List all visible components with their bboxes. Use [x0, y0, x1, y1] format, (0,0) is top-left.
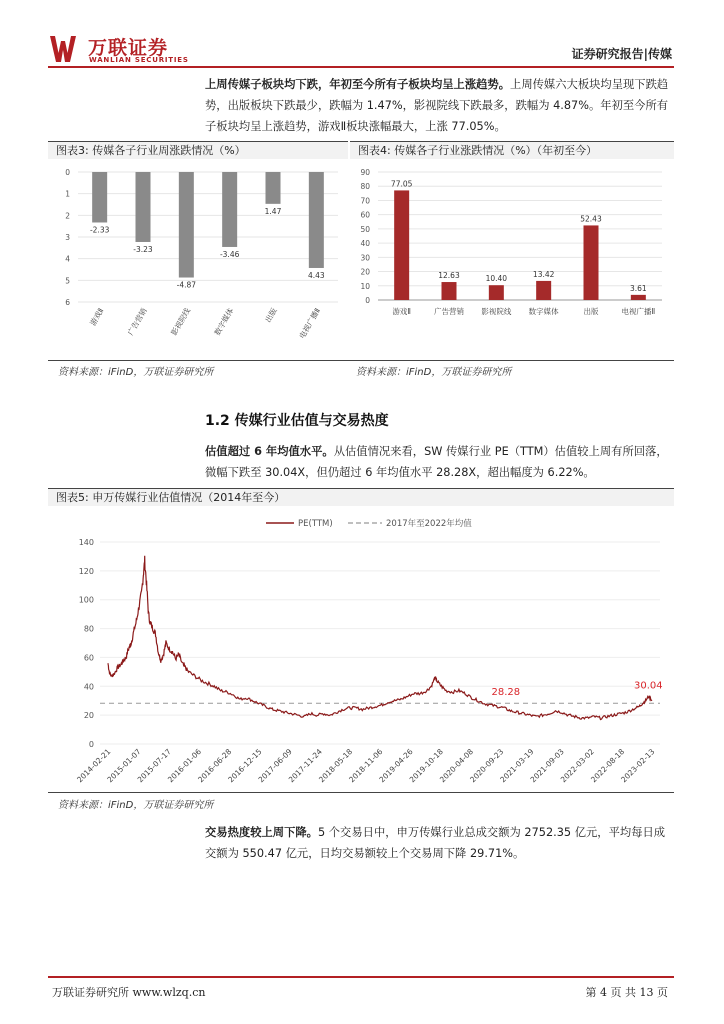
x-tick-label: 2018-05-18	[317, 747, 355, 785]
latest-value-label: 30.04	[634, 680, 663, 692]
y-tick-label: 0	[365, 296, 370, 305]
data-label: -4.87	[176, 280, 197, 290]
x-tick-label: 2019-04-26	[377, 747, 415, 785]
data-label: -3.23	[133, 244, 153, 254]
data-label: 4.43	[307, 270, 325, 280]
y-tick-label: 70	[360, 196, 370, 206]
y-tick-label: 50	[360, 224, 370, 234]
y-tick-label: 10	[360, 281, 370, 291]
data-label: 10.40	[485, 274, 508, 284]
bar	[536, 281, 551, 300]
x-tick-label: 2015-01-07	[105, 747, 143, 785]
x-tick-label: 数字媒体	[528, 307, 559, 316]
weekly-change-bar-chart	[48, 160, 348, 360]
figure3-title: 图表3: 传媒各子行业周涨跌情况（%）	[48, 141, 348, 159]
legend-avg-label: 2017年至2022年均值	[386, 519, 472, 529]
bar	[222, 172, 237, 247]
figure5-title: 图表5: 申万传媒行业估值情况（2014年至今）	[48, 488, 674, 506]
y-tick-label: 40	[360, 239, 370, 249]
bar	[92, 172, 107, 222]
figure3-source: 资料来源：iFinD，万联证券研究所	[58, 367, 214, 378]
mean-value-label: 28.28	[491, 687, 521, 699]
data-label: 13.42	[532, 269, 555, 279]
y-tick-label: 40	[83, 682, 94, 692]
trade-body: 5 个交易日中，申万传媒行业总成交额为 2752.35 亿元，平均每日成交额为 550.47 亿元，日均交易额较上个交易周下降 29.71%。	[205, 826, 666, 860]
pe-series-line	[108, 556, 652, 720]
figure4-title: 图表4: 传媒各子行业涨跌情况（%）（年初至今）	[350, 141, 674, 159]
x-tick-label: 2022-08-18	[589, 747, 627, 785]
x-tick-label: 影视院线	[481, 307, 512, 316]
x-tick-label: 影视院线	[169, 306, 193, 337]
y-tick-label: 90	[360, 168, 370, 177]
x-tick-label: 2020-04-08	[437, 747, 476, 785]
brand-logo-icon	[48, 34, 78, 64]
bar	[631, 295, 646, 300]
data-label: 3.61	[629, 283, 647, 293]
y-tick-label: 1	[65, 189, 70, 199]
section-title: 1.2 传媒行业估值与交易热度	[205, 413, 389, 429]
x-tick-label: 游戏Ⅱ	[88, 306, 106, 328]
x-tick-label: 2021-09-03	[528, 747, 566, 785]
data-label: 52.43	[580, 214, 602, 224]
y-tick-label: 5	[65, 276, 70, 286]
y-tick-label: 0	[88, 740, 94, 749]
x-tick-label: 2017-06-09	[256, 747, 294, 785]
y-tick-label: 80	[360, 182, 370, 192]
bar	[179, 172, 194, 278]
y-tick-label: 120	[78, 566, 94, 576]
footer-divider	[48, 976, 674, 978]
intro-paragraph	[205, 74, 673, 137]
x-tick-label: 2023-02-13	[619, 747, 657, 785]
y-tick-label: 140	[78, 538, 94, 547]
bar	[489, 285, 504, 300]
y-tick-label: 20	[83, 711, 94, 721]
valuation-paragraph	[205, 441, 673, 483]
x-tick-label: 电视广播Ⅱ	[297, 306, 323, 341]
figure5-source: 资料来源：iFinD，万联证券研究所	[58, 800, 214, 811]
bar	[584, 225, 599, 300]
data-label: -2.33	[89, 225, 110, 235]
figure5-bottom-rule	[48, 792, 674, 793]
trade-paragraph	[205, 822, 673, 864]
y-tick-label: 6	[65, 298, 70, 307]
y-tick-label: 4	[65, 254, 70, 264]
footer-source: 万联证券研究所 www.wlzq.cn	[52, 986, 206, 999]
x-tick-label: 2019-10-18	[407, 747, 445, 785]
brand-name-en: WANLIAN SECURITIES	[89, 56, 189, 64]
bar	[136, 172, 151, 242]
bar	[442, 282, 457, 300]
y-tick-label: 60	[360, 210, 370, 220]
intro-body: 上周传媒六大板块均呈现下跌趋势，出版板块下跌最少，跌幅为 1.47%，影视院线下跌最多，跌幅为 4.87%。年初至今所有子板块均呈上涨趋势，游戏Ⅱ板块涨幅最大，上涨 77.05%。	[205, 78, 669, 133]
figure4-source: 资料来源：iFinD，万联证券研究所	[356, 367, 512, 378]
x-tick-label: 数字媒体	[212, 306, 236, 337]
bar	[309, 172, 324, 268]
y-tick-label: 100	[78, 595, 94, 605]
x-tick-label: 2017-11-24	[286, 747, 324, 785]
y-tick-label: 20	[360, 267, 370, 277]
x-tick-label: 2016-06-28	[196, 747, 234, 785]
bar	[394, 190, 409, 300]
data-label: 77.05	[390, 179, 413, 189]
x-tick-label: 电视广播Ⅱ	[621, 307, 656, 316]
valuation-body: 从估值情况来看，SW 传媒行业 PE（TTM）估值较上周有所回落，微幅下跌至 30.04X，但仍超过 6 年均值水平 28.28X，超出幅度为 6.22%。	[205, 445, 668, 479]
data-label: -3.46	[219, 249, 240, 259]
pe-valuation-line-chart	[48, 508, 674, 792]
y-tick-label: 0	[65, 168, 70, 177]
y-tick-label: 30	[360, 253, 370, 263]
page-number: 第 4 页 共 13 页	[585, 986, 668, 999]
x-tick-label: 游戏Ⅱ	[392, 307, 412, 316]
x-tick-label: 2020-09-23	[468, 747, 506, 785]
x-tick-label: 2022-03-02	[558, 747, 596, 785]
x-tick-label: 广告营销	[125, 306, 149, 337]
y-tick-label: 2	[65, 211, 70, 221]
valuation-lead: 估值超过 6 年均值水平。	[205, 445, 334, 458]
ytd-change-bar-chart	[350, 160, 674, 360]
x-tick-label: 2016-12-15	[226, 747, 264, 785]
x-tick-label: 2021-03-19	[498, 747, 536, 785]
report-type: 证券研究报告|传媒	[571, 47, 672, 61]
x-tick-label: 2016-01-06	[165, 747, 204, 785]
x-tick-label: 2018-11-06	[347, 747, 385, 785]
x-tick-label: 2015-07-17	[135, 747, 173, 785]
y-tick-label: 3	[65, 233, 70, 242]
y-tick-label: 80	[83, 624, 94, 634]
x-tick-label: 广告营销	[434, 307, 464, 316]
x-tick-label: 2014-02-21	[75, 747, 113, 785]
figure34-bottom-rule	[48, 360, 674, 361]
data-label: 12.63	[438, 271, 460, 281]
header-divider	[48, 66, 674, 68]
intro-lead: 上周传媒子板块均下跌，年初至今所有子板块均呈上涨趋势。	[205, 78, 511, 91]
bar	[266, 172, 281, 204]
brand-name: 万联证券	[88, 37, 169, 59]
x-tick-label: 出版	[263, 306, 279, 324]
legend-pe-label: PE(TTM)	[298, 519, 333, 529]
x-tick-label: 出版	[583, 307, 599, 316]
y-tick-label: 60	[83, 653, 94, 663]
data-label: 1.47	[264, 206, 282, 216]
trade-lead: 交易热度较上周下降。	[205, 826, 318, 839]
